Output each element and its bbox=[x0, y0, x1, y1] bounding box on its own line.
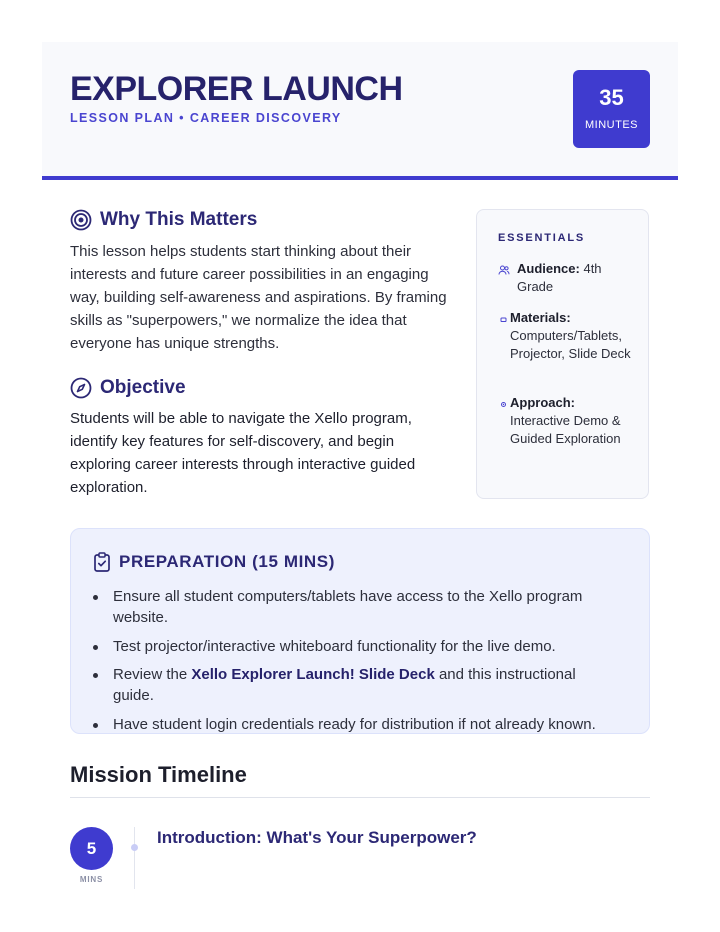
essentials-item-approach bbox=[498, 394, 633, 448]
objective-text: Students will be able to navigate the Xello program, identify key features for self-discovery, and begin exploring career interests through interactive guided exploration. bbox=[70, 410, 416, 496]
audience-label: Audience: bbox=[517, 261, 580, 276]
approach-value: Interactive Demo & Guided Exploration bbox=[510, 413, 621, 446]
essentials-item-audience bbox=[498, 260, 633, 296]
duration-badge bbox=[573, 70, 650, 148]
essentials-card bbox=[476, 209, 649, 499]
objective-section-heading bbox=[70, 377, 186, 399]
clipboard-check-icon bbox=[93, 552, 111, 572]
list-item: Review the Xello Explorer Launch! Slide Deck and this instructional guide. bbox=[93, 664, 613, 706]
timeline-line bbox=[134, 827, 135, 889]
page-title: EXPLORER LAUNCH bbox=[70, 70, 403, 108]
why-text: This lesson helps students start thinking about their interests and future career possibilities in an engaging way, building self-awareness and aspirations. By framing skills as "superpowers," we normalize the idea that everyone has unique strengths. bbox=[70, 243, 447, 352]
list-item: Have student login credentials ready for distribution if not already known. bbox=[93, 714, 613, 735]
lesson-header bbox=[42, 42, 678, 177]
why-heading: Why This Matters bbox=[100, 209, 258, 230]
essentials-item-materials bbox=[498, 309, 633, 363]
why-section-heading bbox=[70, 209, 257, 231]
duration-value: 35 bbox=[599, 85, 624, 110]
page-subtitle: LESSON PLAN • CAREER DISCOVERY bbox=[70, 111, 342, 125]
target-icon bbox=[70, 209, 92, 231]
preparation-box bbox=[70, 528, 650, 734]
list-item: Test projector/interactive whiteboard functionality for the live demo. bbox=[93, 636, 613, 657]
preparation-heading: PREPARATION (15 MINS) bbox=[119, 552, 335, 571]
essentials-title: ESSENTIALS bbox=[498, 232, 586, 244]
approach-icon bbox=[498, 397, 510, 409]
step-minutes-badge: 5 bbox=[70, 827, 113, 870]
timeline-dot bbox=[131, 844, 138, 851]
list-item: Ensure all student computers/tablets have access to the Xello program website. bbox=[93, 586, 613, 628]
duration-unit: MINUTES bbox=[585, 119, 638, 131]
materials-icon bbox=[498, 312, 510, 324]
approach-label: Approach: bbox=[510, 395, 575, 410]
materials-label: Materials: bbox=[510, 310, 571, 325]
step-minutes-unit: MINS bbox=[79, 875, 104, 884]
preparation-list bbox=[93, 586, 613, 742]
audience-value: 4th Grade bbox=[517, 261, 602, 294]
users-icon bbox=[498, 263, 510, 275]
timeline-step-title: Introduction: What's Your Superpower? bbox=[157, 828, 477, 847]
preparation-heading-row bbox=[93, 552, 335, 572]
objective-heading: Objective bbox=[100, 377, 186, 398]
timeline-heading: Mission Timeline bbox=[70, 762, 247, 787]
compass-icon bbox=[70, 377, 92, 399]
materials-value: Computers/Tablets, Projector, Slide Deck bbox=[510, 328, 631, 361]
timeline-divider bbox=[70, 797, 650, 798]
header-divider bbox=[42, 176, 678, 180]
